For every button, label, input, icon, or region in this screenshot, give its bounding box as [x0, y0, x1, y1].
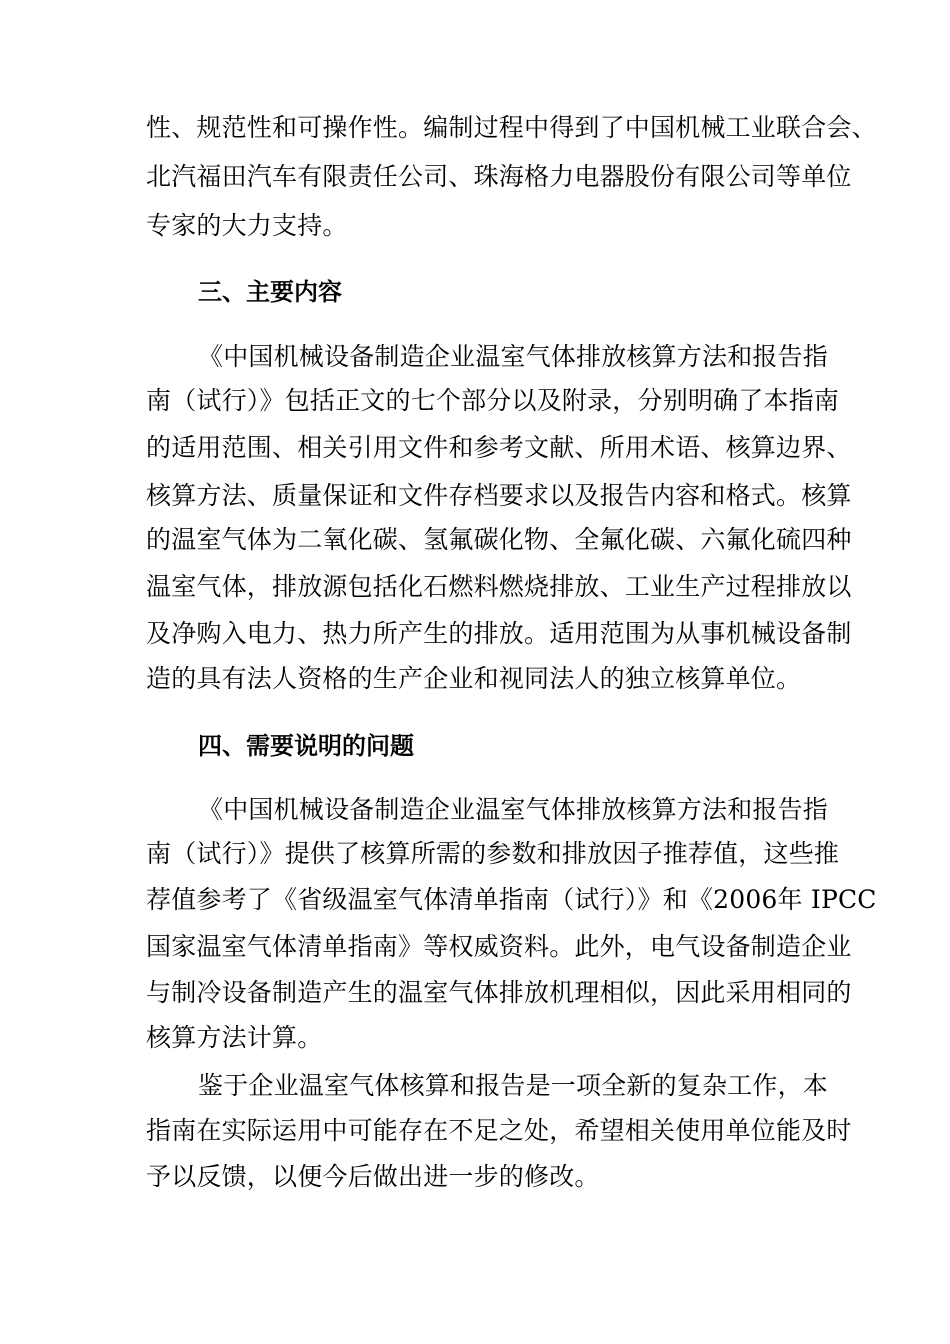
body-text-line: 性、规范性和可操作性。编制过程中得到了中国机械工业联合会、 [146, 113, 877, 142]
body-text-line: 荐值参考了《省级温室气体清单指南（试行）》和《2006年 IPCC [146, 885, 877, 914]
body-text-line: 指南在实际运用中可能存在不足之处，希望相关使用单位能及时 [146, 1116, 852, 1145]
body-text-line: 南（试行）》包括正文的七个部分以及附录，分别明确了本指南 [146, 386, 840, 415]
body-text-line: 予以反馈，以便今后做出进一步的修改。 [146, 1162, 600, 1191]
body-text-line: 南（试行）》提供了核算所需的参数和排放因子推荐值，这些推 [146, 839, 840, 868]
body-text-line: 《中国机械设备制造企业温室气体排放核算方法和报告指 [198, 795, 829, 824]
body-text-line: 国家温室气体清单指南》等权威资料。此外，电气设备制造企业 [146, 932, 852, 961]
body-text-line: 的温室气体为二氧化碳、氢氟碳化物、全氟化碳、六氟化硫四种 [146, 525, 852, 554]
body-text-line: 温室气体，排放源包括化石燃料燃烧排放、工业生产过程排放以 [146, 572, 852, 601]
body-text-line: 核算方法、质量保证和文件存档要求以及报告内容和格式。核算 [146, 481, 852, 510]
body-text-line: 的适用范围、相关引用文件和参考文献、所用术语、核算边界、 [146, 433, 852, 462]
body-text-line: 及净购入电力、热力所产生的排放。适用范围为从事机械设备制 [146, 619, 852, 648]
body-text-line: 专家的大力支持。 [146, 211, 348, 240]
body-text-line: 核算方法计算。 [146, 1023, 323, 1052]
section-heading-main-content: 三、主要内容 [198, 278, 342, 306]
body-text-line: 鉴于企业温室气体核算和报告是一项全新的复杂工作，本 [198, 1071, 829, 1100]
section-heading-notes: 四、需要说明的问题 [198, 732, 414, 760]
body-text-line: 与制冷设备制造产生的温室气体排放机理相似，因此采用相同的 [146, 978, 852, 1007]
body-text-line: 造的具有法人资格的生产企业和视同法人的独立核算单位。 [146, 664, 802, 693]
body-text-line: 北汽福田汽车有限责任公司、珠海格力电器股份有限公司等单位 [146, 162, 852, 191]
body-text-line: 《中国机械设备制造企业温室气体排放核算方法和报告指 [198, 342, 829, 371]
